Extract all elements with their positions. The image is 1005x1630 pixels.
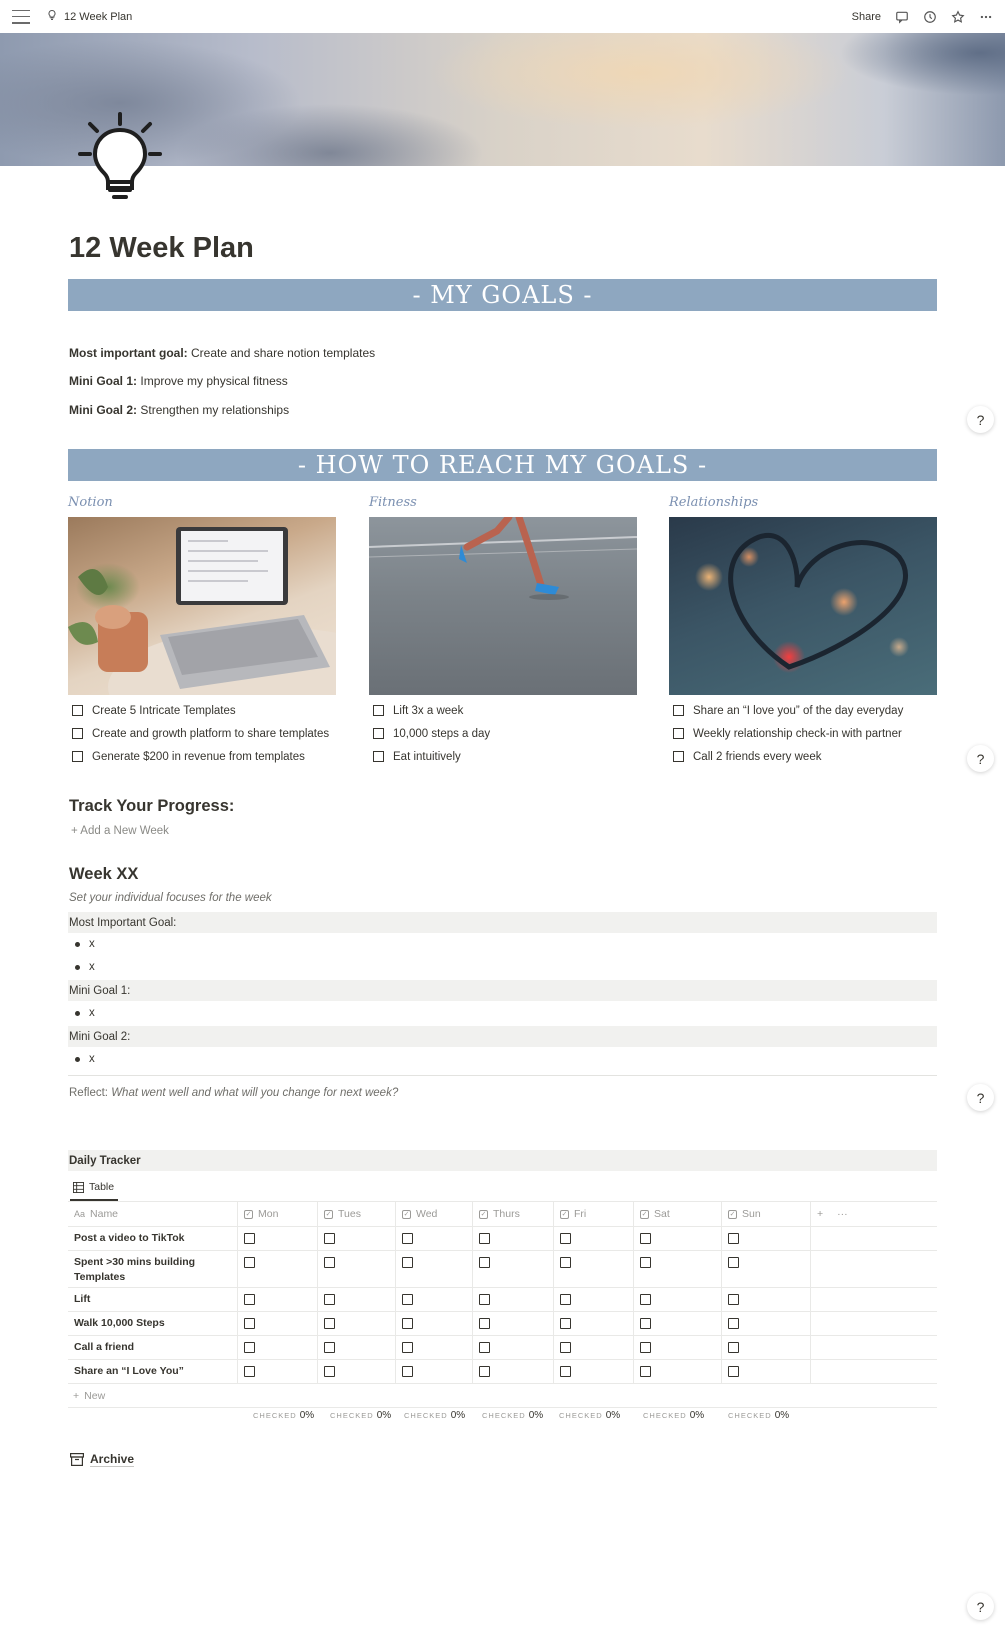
- my-goals-banner: - MY GOALS -: [68, 279, 937, 311]
- day-checkbox[interactable]: [728, 1366, 739, 1377]
- calc-label: CHECKED: [728, 1411, 772, 1420]
- text-property-icon: Aa: [74, 1209, 86, 1219]
- share-button[interactable]: Share: [851, 10, 881, 23]
- list-item[interactable]: [75, 1007, 95, 1019]
- day-checkbox[interactable]: [560, 1294, 571, 1305]
- day-checkbox[interactable]: [244, 1342, 255, 1353]
- column-header-thurs[interactable]: [473, 1202, 554, 1226]
- column-header-label: Thurs: [493, 1208, 520, 1220]
- calc-value: 0%: [299, 1410, 315, 1421]
- goal-label: Most important goal:: [69, 346, 188, 360]
- day-checkbox[interactable]: [479, 1257, 490, 1268]
- todo-text: Call 2 friends every week: [693, 750, 822, 763]
- day-checkbox-cell: [396, 1336, 473, 1359]
- day-checkbox[interactable]: [244, 1366, 255, 1377]
- goal-line: [69, 403, 289, 417]
- column-header-wed[interactable]: [396, 1202, 473, 1226]
- how-to-reach-banner: - HOW TO REACH MY GOALS -: [68, 449, 937, 481]
- calc-value: 0%: [689, 1410, 705, 1421]
- day-checkbox[interactable]: [640, 1233, 651, 1244]
- day-checkbox[interactable]: [402, 1366, 413, 1377]
- day-checkbox[interactable]: [728, 1233, 739, 1244]
- todo-checkbox[interactable]: [72, 705, 83, 716]
- calc-checked-sat[interactable]: [643, 1410, 704, 1421]
- mini-goal-1-label: Mini Goal 1:: [68, 980, 937, 1001]
- column-header-label: Sat: [654, 1208, 670, 1220]
- day-checkbox[interactable]: [560, 1257, 571, 1268]
- todo-item[interactable]: [68, 699, 336, 722]
- table-row[interactable]: [68, 1336, 937, 1360]
- day-checkbox-cell: [318, 1360, 396, 1383]
- row-name-cell[interactable]: Walk 10,000 Steps: [68, 1312, 238, 1335]
- todo-checkbox[interactable]: [373, 728, 384, 739]
- day-checkbox[interactable]: [560, 1342, 571, 1353]
- help-button[interactable]: ?: [967, 1593, 994, 1620]
- day-checkbox[interactable]: [402, 1294, 413, 1305]
- calc-label: CHECKED: [643, 1411, 687, 1420]
- day-checkbox-cell: [318, 1288, 396, 1311]
- day-checkbox[interactable]: [560, 1233, 571, 1244]
- day-checkbox[interactable]: [479, 1342, 490, 1353]
- day-checkbox[interactable]: [640, 1318, 651, 1329]
- day-checkbox-cell: [722, 1251, 811, 1287]
- table-row[interactable]: [68, 1312, 937, 1336]
- day-checkbox-cell: [473, 1312, 554, 1335]
- calculation-row: [68, 1410, 937, 1426]
- day-checkbox-cell: [554, 1312, 634, 1335]
- day-checkbox[interactable]: [560, 1366, 571, 1377]
- column-header-sun[interactable]: [722, 1202, 811, 1226]
- plus-icon: +: [71, 825, 78, 837]
- todo-checkbox[interactable]: [673, 751, 684, 762]
- checkbox-property-icon: ✓: [480, 1211, 487, 1218]
- todo-item[interactable]: [669, 699, 937, 722]
- day-checkbox-cell: [238, 1288, 318, 1311]
- laptop-photo: [68, 517, 336, 695]
- checkbox-property-icon: ✓: [325, 1211, 332, 1218]
- more-options-icon[interactable]: [979, 10, 993, 24]
- goal-label: Mini Goal 1:: [69, 374, 138, 388]
- checkbox-property-icon: ✓: [561, 1211, 568, 1218]
- day-checkbox[interactable]: [479, 1318, 490, 1329]
- add-property-plus-icon[interactable]: +: [817, 1208, 824, 1220]
- todo-text: Share an “I love you” of the day everyday: [693, 704, 904, 717]
- goal-text: Create and share notion templates: [191, 346, 376, 360]
- row-name-cell[interactable]: Post a video to TikTok: [68, 1227, 238, 1250]
- daily-tracker-table: [68, 1201, 937, 1408]
- day-checkbox[interactable]: [479, 1366, 490, 1377]
- day-checkbox[interactable]: [728, 1294, 739, 1305]
- list-item[interactable]: [75, 961, 95, 973]
- new-row-label: New: [84, 1389, 106, 1402]
- row-empty-cell: [811, 1360, 937, 1383]
- calc-value: 0%: [605, 1410, 621, 1421]
- column-header-mon[interactable]: [238, 1202, 318, 1226]
- day-checkbox-cell: [396, 1227, 473, 1250]
- calc-label: CHECKED: [559, 1411, 603, 1420]
- archive-label: Archive: [90, 1452, 135, 1466]
- goal-line: [69, 374, 288, 388]
- checkbox-property-icon: ✓: [245, 1211, 252, 1218]
- day-checkbox[interactable]: [640, 1366, 651, 1377]
- day-checkbox[interactable]: [402, 1233, 413, 1244]
- table-row[interactable]: [68, 1227, 937, 1251]
- calc-value: 0%: [450, 1410, 466, 1421]
- day-checkbox[interactable]: [728, 1257, 739, 1268]
- star-favorite-icon[interactable]: [951, 10, 965, 24]
- calc-checked-thurs[interactable]: [482, 1410, 543, 1421]
- list-item-text: x: [89, 1007, 95, 1019]
- history-clock-icon[interactable]: [923, 10, 937, 24]
- day-checkbox[interactable]: [324, 1294, 335, 1305]
- todo-checkbox[interactable]: [673, 705, 684, 716]
- top-bar: [0, 0, 1005, 33]
- day-checkbox[interactable]: [324, 1257, 335, 1268]
- calc-checked-tues[interactable]: [330, 1410, 391, 1421]
- day-checkbox-cell: [396, 1251, 473, 1287]
- row-name-cell[interactable]: Spent >30 mins building Templates: [68, 1251, 238, 1287]
- calc-label: CHECKED: [253, 1411, 297, 1420]
- day-checkbox-cell: [473, 1336, 554, 1359]
- day-checkbox-cell: [473, 1288, 554, 1311]
- day-checkbox-cell: [722, 1360, 811, 1383]
- checkbox-property-icon: ✓: [729, 1211, 736, 1218]
- day-checkbox[interactable]: [640, 1257, 651, 1268]
- help-button[interactable]: ?: [967, 745, 994, 772]
- tab-table[interactable]: [70, 1179, 118, 1201]
- bullet-icon: [75, 965, 80, 970]
- day-checkbox[interactable]: [324, 1366, 335, 1377]
- bullet-icon: [75, 1011, 80, 1016]
- day-checkbox-cell: [396, 1360, 473, 1383]
- plus-icon: +: [73, 1389, 80, 1402]
- daily-tracker-title[interactable]: Daily Tracker: [68, 1150, 937, 1171]
- day-checkbox-cell: [318, 1251, 396, 1287]
- column-heading: Fitness: [369, 495, 417, 510]
- list-item-text: x: [89, 1053, 95, 1065]
- day-checkbox[interactable]: [244, 1318, 255, 1329]
- day-checkbox-cell: [473, 1360, 554, 1383]
- day-checkbox[interactable]: [244, 1257, 255, 1268]
- add-new-row-button[interactable]: [68, 1384, 937, 1408]
- todo-checkbox[interactable]: [72, 728, 83, 739]
- day-checkbox-cell: [238, 1251, 318, 1287]
- day-checkbox-cell: [396, 1288, 473, 1311]
- reflect-prompt: [69, 1087, 398, 1099]
- bullet-icon: [75, 942, 80, 947]
- list-item-text: x: [89, 961, 95, 973]
- day-checkbox-cell: [318, 1312, 396, 1335]
- calc-label: CHECKED: [330, 1411, 374, 1420]
- week-heading: Week XX: [69, 865, 139, 883]
- calc-checked-mon[interactable]: [253, 1410, 314, 1421]
- day-checkbox[interactable]: [402, 1318, 413, 1329]
- day-checkbox-cell: [722, 1288, 811, 1311]
- day-checkbox-cell: [318, 1227, 396, 1250]
- calc-label: CHECKED: [404, 1411, 448, 1420]
- todo-text: Generate $200 in revenue from templates: [92, 750, 305, 763]
- lightbulb-icon[interactable]: [78, 112, 162, 202]
- day-checkbox-cell: [722, 1227, 811, 1250]
- reflect-question: What went well and what will you change for next week?: [111, 1087, 399, 1099]
- table-icon: [73, 1182, 84, 1193]
- goal-line: [69, 346, 375, 360]
- todo-item[interactable]: [369, 722, 637, 745]
- table-row[interactable]: [68, 1251, 937, 1288]
- row-name-cell[interactable]: Share an “I Love You”: [68, 1360, 238, 1383]
- track-progress-heading: Track Your Progress:: [69, 797, 235, 815]
- relationships-column: [669, 495, 937, 768]
- column-header-label: Tues: [338, 1208, 361, 1220]
- column-header-fri[interactable]: [554, 1202, 634, 1226]
- checkbox-property-icon: ✓: [641, 1211, 648, 1218]
- day-checkbox[interactable]: [402, 1257, 413, 1268]
- goal-label: Mini Goal 2:: [69, 403, 138, 417]
- add-week-label: Add a New Week: [80, 825, 169, 837]
- archive-page-link[interactable]: [70, 1452, 134, 1467]
- day-checkbox[interactable]: [402, 1342, 413, 1353]
- day-checkbox-cell: [634, 1336, 722, 1359]
- todo-text: Eat intuitively: [393, 750, 461, 763]
- day-checkbox-cell: [554, 1251, 634, 1287]
- day-checkbox-cell: [238, 1360, 318, 1383]
- row-empty-cell: [811, 1251, 937, 1287]
- column-header-label: Wed: [416, 1208, 438, 1220]
- day-checkbox[interactable]: [324, 1318, 335, 1329]
- comment-icon[interactable]: [895, 10, 909, 24]
- day-checkbox[interactable]: [640, 1342, 651, 1353]
- day-checkbox-cell: [722, 1312, 811, 1335]
- table-row[interactable]: [68, 1288, 937, 1312]
- table-row[interactable]: [68, 1360, 937, 1384]
- todo-item[interactable]: [68, 745, 336, 768]
- calc-checked-sun[interactable]: [728, 1410, 789, 1421]
- day-checkbox-cell: [634, 1288, 722, 1311]
- todo-text: Create 5 Intricate Templates: [92, 704, 236, 717]
- calc-value: 0%: [376, 1410, 392, 1421]
- archive-box-icon: [70, 1453, 84, 1466]
- todo-checkbox[interactable]: [72, 751, 83, 762]
- todo-item[interactable]: [68, 722, 336, 745]
- day-checkbox-cell: [634, 1251, 722, 1287]
- day-checkbox[interactable]: [728, 1342, 739, 1353]
- help-button[interactable]: ?: [967, 1084, 994, 1111]
- column-header-label: Mon: [258, 1208, 279, 1220]
- todo-text: Weekly relationship check-in with partner: [693, 727, 902, 740]
- day-checkbox-cell: [722, 1336, 811, 1359]
- column-header-label: Sun: [742, 1208, 761, 1220]
- todo-item[interactable]: [369, 699, 637, 722]
- row-name-cell[interactable]: Lift: [68, 1288, 238, 1311]
- goal-text: Improve my physical fitness: [140, 374, 288, 388]
- day-checkbox-cell: [473, 1227, 554, 1250]
- notion-column: [68, 495, 336, 768]
- day-checkbox-cell: [238, 1227, 318, 1250]
- mini-goal-2-label: Mini Goal 2:: [68, 1026, 937, 1047]
- heart-bokeh-photo: [669, 517, 937, 695]
- column-heading: Relationships: [669, 495, 759, 510]
- table-header-row: [68, 1202, 937, 1227]
- list-item-text: x: [89, 938, 95, 950]
- row-empty-cell: [811, 1227, 937, 1250]
- day-checkbox[interactable]: [324, 1233, 335, 1244]
- column-heading: Notion: [68, 495, 113, 510]
- row-name-cell[interactable]: Call a friend: [68, 1336, 238, 1359]
- day-checkbox[interactable]: [324, 1342, 335, 1353]
- reflect-label: Reflect:: [69, 1087, 108, 1099]
- day-checkbox-cell: [238, 1312, 318, 1335]
- day-checkbox-cell: [554, 1360, 634, 1383]
- list-item[interactable]: [75, 1053, 95, 1065]
- row-empty-cell: [811, 1336, 937, 1359]
- help-button[interactable]: ?: [967, 406, 994, 433]
- bullet-icon: [75, 1057, 80, 1062]
- day-checkbox-cell: [554, 1227, 634, 1250]
- day-checkbox[interactable]: [640, 1294, 651, 1305]
- tab-label: Table: [89, 1181, 115, 1193]
- row-empty-cell: [811, 1288, 937, 1311]
- calc-checked-fri[interactable]: [559, 1410, 620, 1421]
- name-column-header[interactable]: [68, 1202, 238, 1226]
- checkbox-property-icon: ✓: [403, 1211, 410, 1218]
- day-checkbox-cell: [473, 1251, 554, 1287]
- column-header-sat[interactable]: [634, 1202, 722, 1226]
- day-checkbox-cell: [634, 1312, 722, 1335]
- breadcrumb-page-name: 12 Week Plan: [64, 10, 133, 23]
- week-note: Set your individual focuses for the week: [69, 892, 272, 904]
- day-checkbox[interactable]: [244, 1294, 255, 1305]
- fitness-column: [369, 495, 637, 768]
- day-checkbox-cell: [396, 1312, 473, 1335]
- calc-label: CHECKED: [482, 1411, 526, 1420]
- breadcrumb[interactable]: [46, 9, 132, 24]
- column-header-label: Name: [90, 1208, 119, 1220]
- todo-checkbox[interactable]: [673, 728, 684, 739]
- list-item[interactable]: [75, 938, 95, 950]
- day-checkbox[interactable]: [244, 1233, 255, 1244]
- day-checkbox-cell: [554, 1288, 634, 1311]
- calc-value: 0%: [774, 1410, 790, 1421]
- column-header-label: Fri: [574, 1208, 587, 1220]
- column-header-tues[interactable]: [318, 1202, 396, 1226]
- todo-text: Create and growth platform to share templates: [92, 727, 330, 740]
- more-options-icon[interactable]: ···: [837, 1208, 848, 1220]
- day-checkbox[interactable]: [560, 1318, 571, 1329]
- calc-value: 0%: [528, 1410, 544, 1421]
- day-checkbox-cell: [634, 1227, 722, 1250]
- day-checkbox[interactable]: [479, 1294, 490, 1305]
- day-checkbox-cell: [554, 1336, 634, 1359]
- hamburger-menu-icon[interactable]: [12, 10, 30, 24]
- todo-item[interactable]: [369, 745, 637, 768]
- day-checkbox-cell: [318, 1336, 396, 1359]
- most-important-goal-label: Most Important Goal:: [68, 912, 937, 933]
- add-new-week-button[interactable]: [71, 825, 169, 837]
- todo-checkbox[interactable]: [373, 705, 384, 716]
- todo-text: Lift 3x a week: [393, 704, 464, 717]
- todo-text: 10,000 steps a day: [393, 727, 491, 740]
- calc-checked-wed[interactable]: [404, 1410, 465, 1421]
- page-title: 12 Week Plan: [69, 232, 254, 264]
- goal-text: Strengthen my relationships: [140, 403, 290, 417]
- todo-item[interactable]: [669, 722, 937, 745]
- todo-checkbox[interactable]: [373, 751, 384, 762]
- header-actions: [811, 1202, 937, 1226]
- todo-item[interactable]: [669, 745, 937, 768]
- day-checkbox[interactable]: [479, 1233, 490, 1244]
- runner-photo: [369, 517, 637, 695]
- lightbulb-icon: [46, 9, 58, 24]
- row-empty-cell: [811, 1312, 937, 1335]
- divider: [68, 1075, 937, 1076]
- day-checkbox[interactable]: [728, 1318, 739, 1329]
- day-checkbox-cell: [238, 1336, 318, 1359]
- day-checkbox-cell: [634, 1360, 722, 1383]
